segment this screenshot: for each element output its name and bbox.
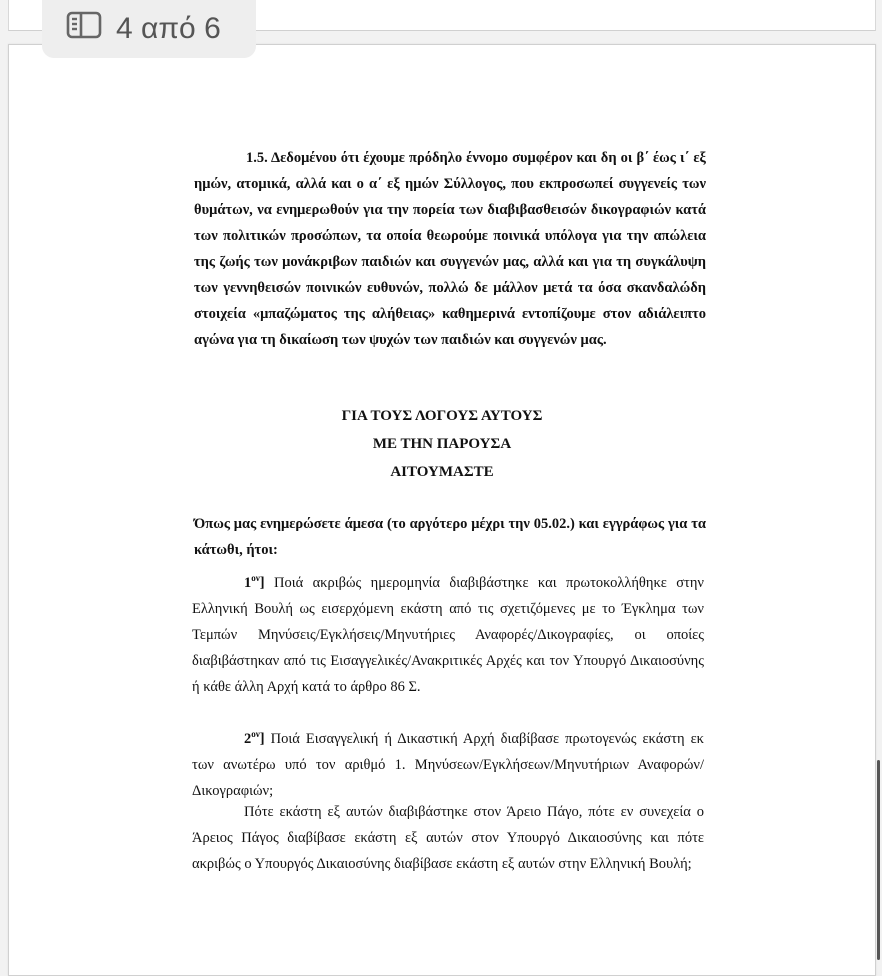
scrollbar[interactable] [877, 760, 880, 960]
heading-line-1: ΓΙΑ ΤΟΥΣ ΛΟΓΟΥΣ ΑΥΤΟΥΣ [341, 408, 543, 424]
page-indicator[interactable] [42, 0, 256, 58]
heading-line-3: ΑΙΤΟΥΜΑΣΤΕ [390, 464, 494, 480]
item-2-text: Ποιά Εισαγγελική ή Δικαστική Αρχή διαβίβασε πρωτογενώς εκάστη εκ των ανωτέρω υπό τον αριθμό 1. Μηνύσεων/Εγκλήσεων/Μηνυτήριων Αναφορών/ Δικογραφιών; [192, 730, 704, 799]
page-indicator-label: 4 από 6 [116, 12, 221, 45]
heading-line-2: ΜΕ ΤΗΝ ΠΑΡΟΥΣΑ [372, 436, 512, 452]
request-item-2 [192, 721, 704, 804]
item-1-number: $1^{o\nu}$] [244, 573, 265, 591]
request-intro: Όπως μας ενημερώσετε άμεσα (το αργότερο μέχρι την 05.02.) και εγγράφως για τα κάτωθι, ήτοι: [194, 516, 706, 558]
item-2-number: $2^{o\nu}$] [244, 729, 265, 747]
document-page[interactable] [8, 44, 876, 976]
request-item-1 [192, 565, 704, 700]
request-item-2-followup: Πότε εκάστη εξ αυτών διαβιβάστηκε στον Άρειο Πάγο, πότε εν συνεχεία ο Άρειος Πάγος διαβίβασε εκάστη εξ αυτών στον Υπουργό Δικαιοσύνης και πότε ακριβώς ο Υπουργός Δικαιοσύνης διαβίβασε εκάστη εξ αυτών στην Ελληνική Βουλή; [192, 804, 704, 872]
item-1-text: Ποιά ακριβώς ημερομηνία διαβιβάστηκε και πρωτοκολλήθηκε στην Ελληνική Βουλή ως εισερχόμενη εκάστη από τις σχετιζόμενες με το Έγκλημα των Τεμπών Μηνύσεις/Εγκλήσεις/Μηνυτήριες Αναφορές/Δικογραφίες, οι οποίες διαβιβάστηκαν από τις Εισαγγελικές/Ανακριτικές Αρχές και τον Υπουργό Δικαιοσύνης ή κάθε άλλη Αρχή κατά το άρθρο 86 Σ. [192, 574, 704, 695]
paragraph-1-5: 1.5. Δεδομένου ότι έχουμε πρόδηλο έννομο συμφέρον και δη οι β΄ έως ι΄ εξ ημών, ατομικά, αλλά και ο α΄ εξ ημών Σύλλογος, που εκπροσωπεί συγγενείς των θυμάτων, να ενημερωθούν για την πορεία των διαβιβασθεισών δικογραφιών κατά των πολιτικών προσώπων, τα οποία θεωρούμε ποινικά υπόλογα για την απώλεια της ζωής των μονάκριβων παιδιών και συγγενών μας, αλλά και για τη συγκάλυψη των γεννηθεισών ποινικών ευθυνών, πολλώ δε μάλλον μετά τα όσα σκανδαλώδη στοιχεία «μπαζώματος της αλήθειας» καθημερινά εντοπίζουμε στον αδιάλειπτο αγώνα για τη δικαίωση των ψυχών των παιδιών και συγγενών μας. [194, 150, 706, 348]
sidebar-panel-icon [66, 11, 116, 47]
